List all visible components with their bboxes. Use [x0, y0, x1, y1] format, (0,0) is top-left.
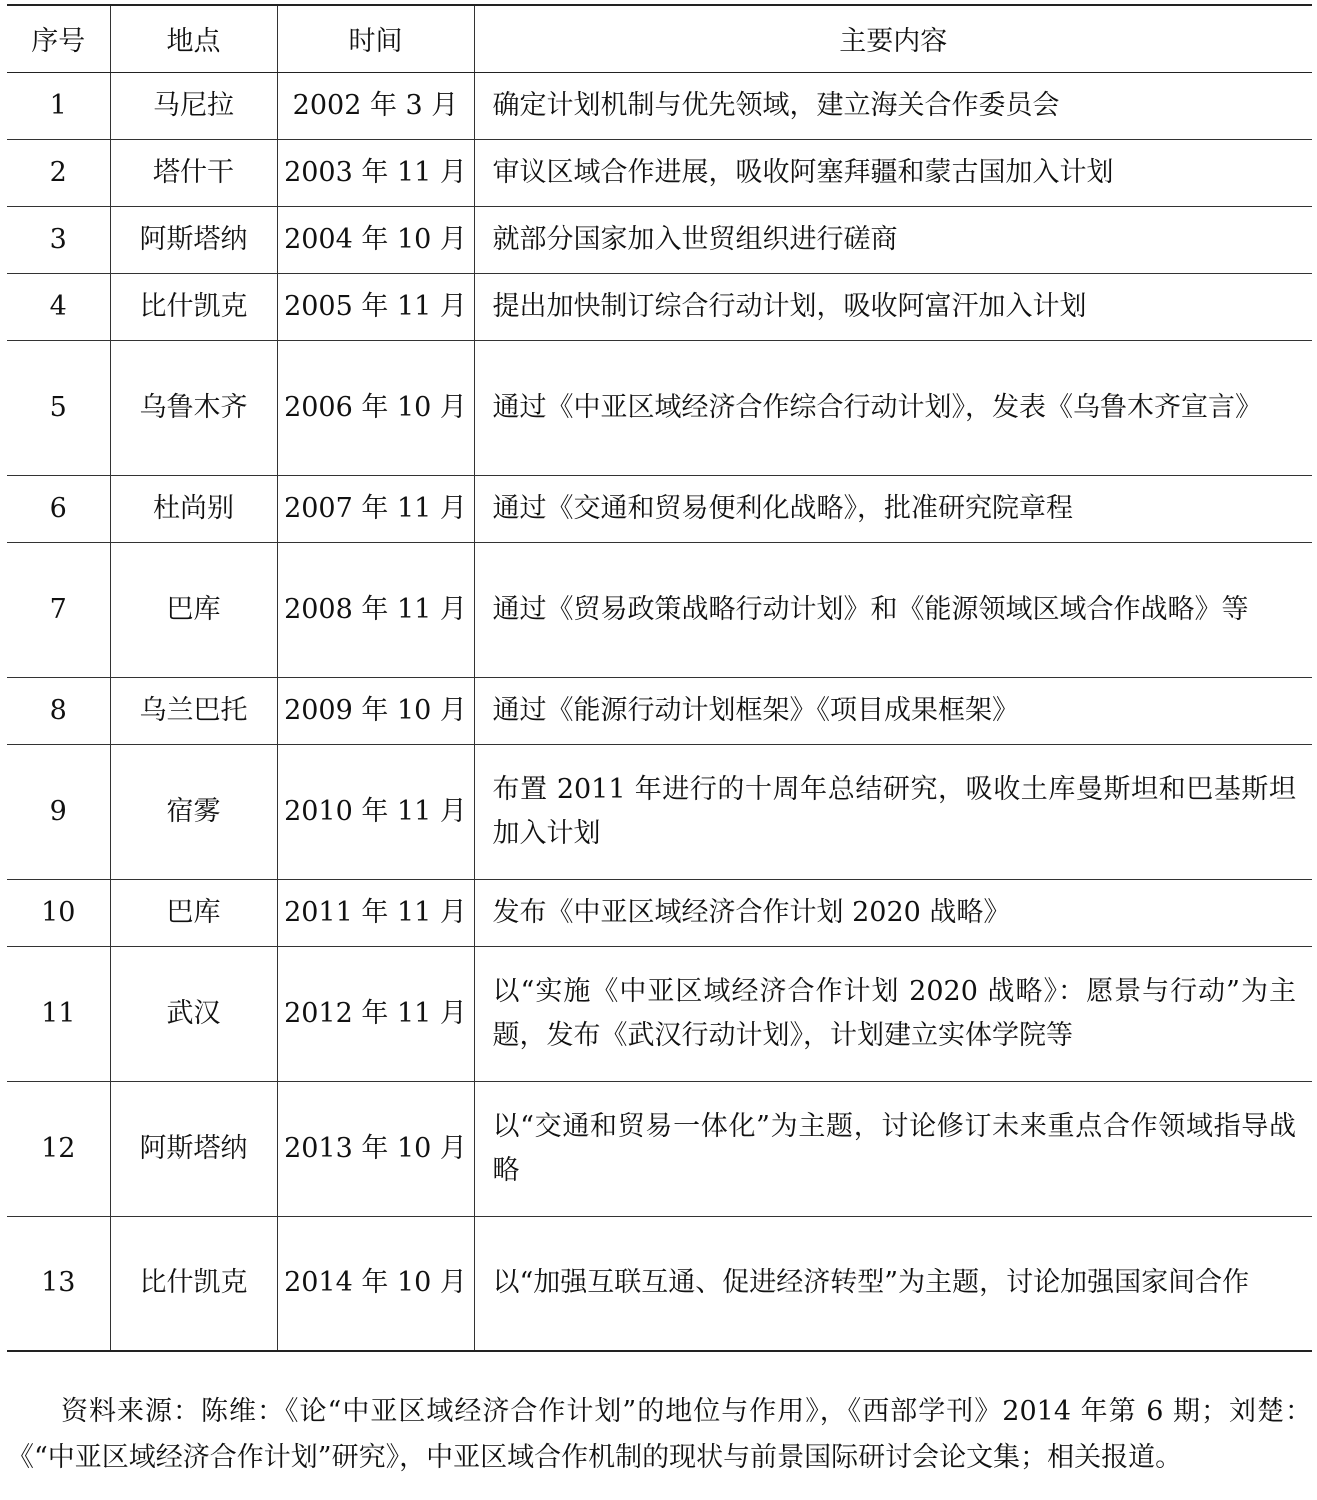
cell-time: 2010 年 11 月 [277, 744, 474, 879]
cell-place: 杜尚别 [110, 475, 277, 542]
meetings-table [7, 4, 1312, 1352]
table-row [7, 677, 1312, 744]
cell-time: 2004 年 10 月 [277, 206, 474, 273]
table-row [7, 1081, 1312, 1216]
cell-time: 2011 年 11 月 [277, 879, 474, 946]
cell-time: 2012 年 11 月 [277, 946, 474, 1081]
cell-time: 2003 年 11 月 [277, 139, 474, 206]
cell-place: 武汉 [110, 946, 277, 1081]
source-note: 资料来源：陈维：《论“中亚区域经济合作计划”的地位与作用》，《西部学刊》2014 年第 6 期；刘楚：《“中亚区域经济合作计划”研究》，中亚区域合作机制的现状与前景国际研讨会论文集；相关报道。 [7, 1396, 1312, 1473]
cell-no: 12 [7, 1081, 110, 1216]
cell-place: 乌兰巴托 [110, 677, 277, 744]
cell-place: 巴库 [110, 879, 277, 946]
table-row [7, 475, 1312, 542]
cell-place: 塔什干 [110, 139, 277, 206]
header-content: 主要内容 [474, 5, 1312, 72]
cell-no: 10 [7, 879, 110, 946]
cell-no: 2 [7, 139, 110, 206]
cell-content: 提出加快制订综合行动计划，吸收阿富汗加入计划 [474, 273, 1312, 340]
cell-place: 巴库 [110, 542, 277, 677]
table-row [7, 1216, 1312, 1351]
cell-no: 8 [7, 677, 110, 744]
header-time: 时间 [277, 5, 474, 72]
cell-place: 阿斯塔纳 [110, 206, 277, 273]
cell-content: 以“加强互联互通、促进经济转型”为主题，讨论加强国家间合作 [474, 1216, 1312, 1351]
cell-content: 通过《交通和贸易便利化战略》，批准研究院章程 [474, 475, 1312, 542]
cell-time: 2009 年 10 月 [277, 677, 474, 744]
cell-no: 3 [7, 206, 110, 273]
table-row [7, 542, 1312, 677]
table-row [7, 72, 1312, 139]
header-no: 序号 [7, 5, 110, 72]
cell-place: 阿斯塔纳 [110, 1081, 277, 1216]
cell-place: 乌鲁木齐 [110, 340, 277, 475]
table-row [7, 139, 1312, 206]
table-row [7, 206, 1312, 273]
cell-no: 6 [7, 475, 110, 542]
cell-content: 就部分国家加入世贸组织进行磋商 [474, 206, 1312, 273]
cell-no: 9 [7, 744, 110, 879]
cell-place: 比什凯克 [110, 1216, 277, 1351]
cell-no: 4 [7, 273, 110, 340]
table-row [7, 273, 1312, 340]
cell-content: 通过《中亚区域经济合作综合行动计划》，发表《乌鲁木齐宣言》 [474, 340, 1312, 475]
cell-time: 2013 年 10 月 [277, 1081, 474, 1216]
table-row [7, 744, 1312, 879]
meetings-table-container [7, 4, 1312, 1352]
cell-time: 2007 年 11 月 [277, 475, 474, 542]
cell-no: 11 [7, 946, 110, 1081]
cell-no: 5 [7, 340, 110, 475]
cell-time: 2014 年 10 月 [277, 1216, 474, 1351]
cell-content: 审议区域合作进展，吸收阿塞拜疆和蒙古国加入计划 [474, 139, 1312, 206]
cell-no: 7 [7, 542, 110, 677]
table-row [7, 879, 1312, 946]
table-row [7, 946, 1312, 1081]
header-place: 地点 [110, 5, 277, 72]
cell-time: 2008 年 11 月 [277, 542, 474, 677]
cell-content: 通过《贸易政策战略行动计划》和《能源领域区域合作战略》等 [474, 542, 1312, 677]
cell-place: 马尼拉 [110, 72, 277, 139]
cell-no: 13 [7, 1216, 110, 1351]
table-row [7, 340, 1312, 475]
cell-content: 确定计划机制与优先领域，建立海关合作委员会 [474, 72, 1312, 139]
cell-content: 以“实施《中亚区域经济合作计划 2020 战略》：愿景与行动”为主题，发布《武汉行动计划》，计划建立实体学院等 [474, 946, 1312, 1081]
cell-content: 布置 2011 年进行的十周年总结研究，吸收土库曼斯坦和巴基斯坦加入计划 [474, 744, 1312, 879]
cell-time: 2005 年 11 月 [277, 273, 474, 340]
cell-content: 通过《能源行动计划框架》《项目成果框架》 [474, 677, 1312, 744]
table-header-row [7, 5, 1312, 72]
cell-place: 宿雾 [110, 744, 277, 879]
cell-content: 发布《中亚区域经济合作计划 2020 战略》 [474, 879, 1312, 946]
cell-place: 比什凯克 [110, 273, 277, 340]
cell-time: 2002 年 3 月 [277, 72, 474, 139]
cell-time: 2006 年 10 月 [277, 340, 474, 475]
cell-content: 以“交通和贸易一体化”为主题，讨论修订未来重点合作领域指导战略 [474, 1081, 1312, 1216]
cell-no: 1 [7, 72, 110, 139]
